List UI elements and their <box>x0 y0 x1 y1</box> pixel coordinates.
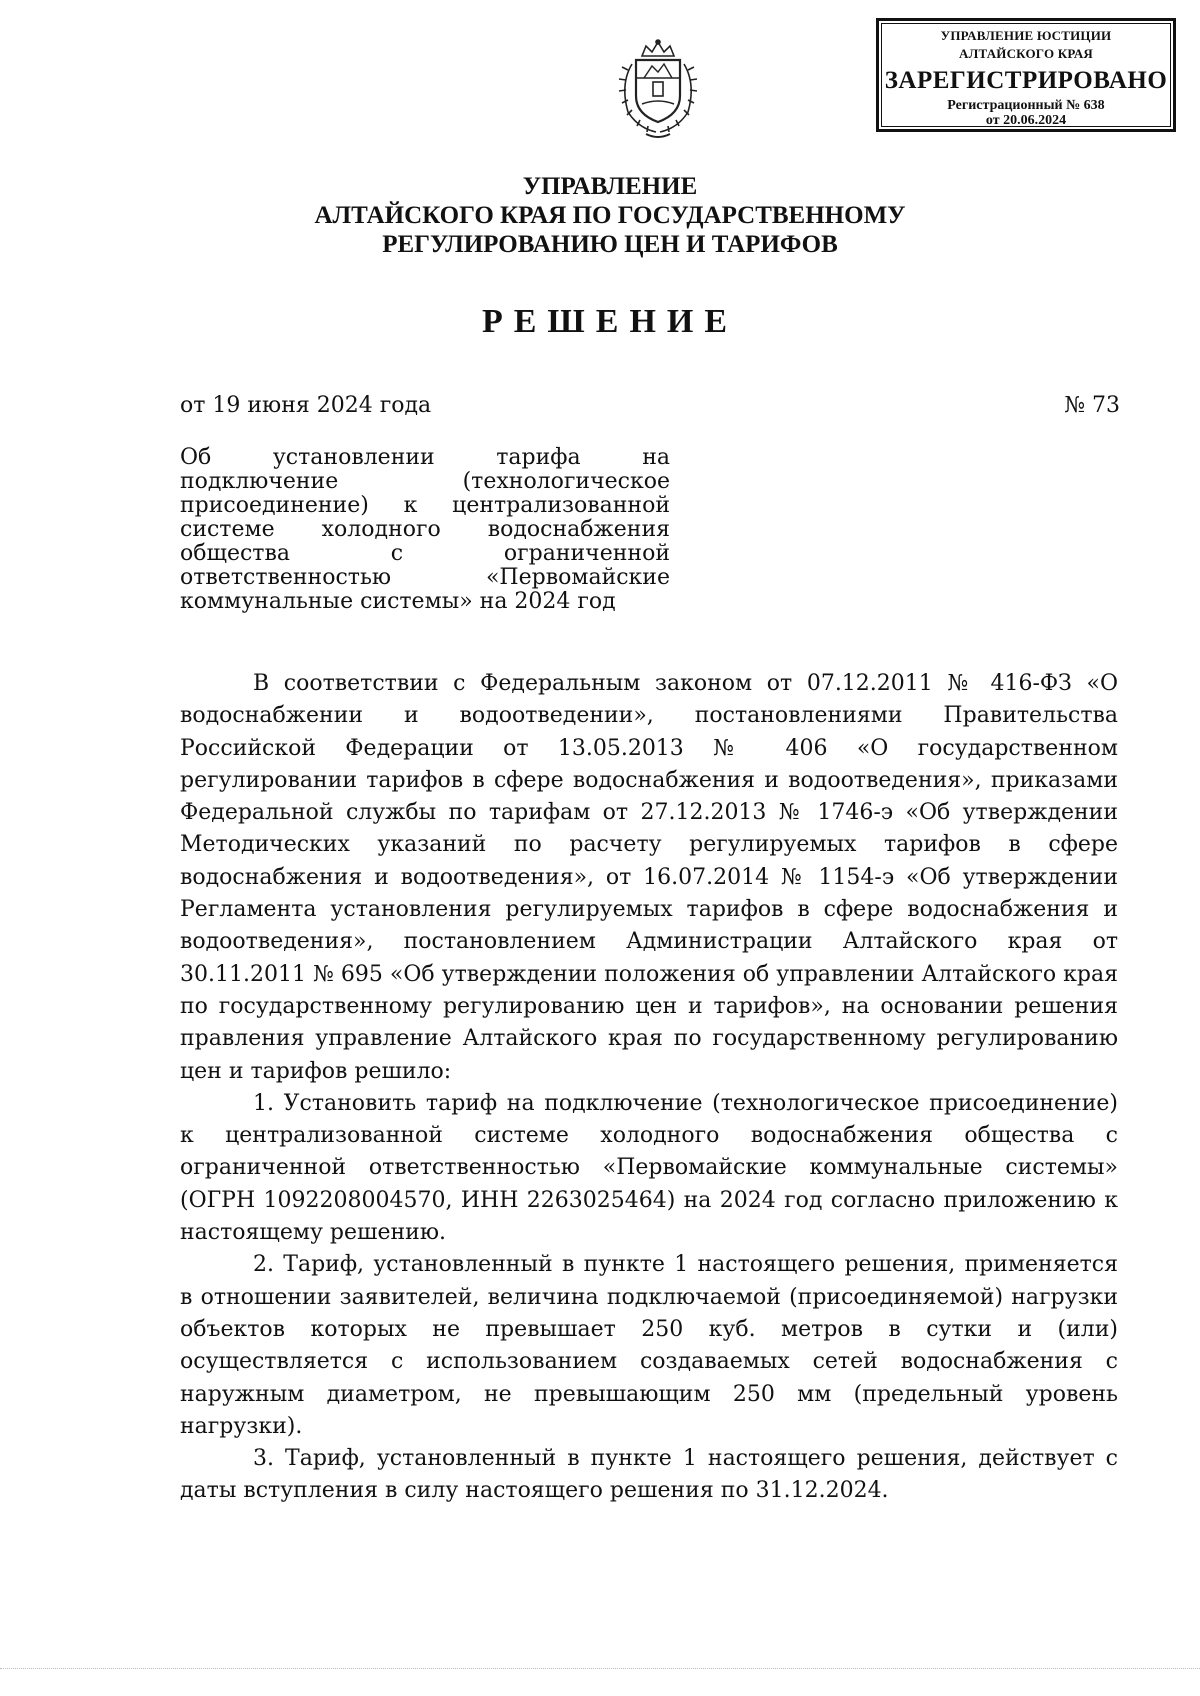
authority-line3: РЕГУЛИРОВАНИЮ ЦЕН И ТАРИФОВ <box>382 231 838 258</box>
issuing-authority <box>240 172 980 259</box>
stamp-org-line2: АЛТАЙСКОГО КРАЯ <box>959 46 1093 61</box>
coat-of-arms-icon <box>598 34 718 144</box>
body-item-1: 1. Установить тариф на подключение (технологическое присоединение) к централизованной системе холодного водоснабжения общества с ограниченной ответственностью «Первомайские коммунальные системы» (ОГРН 1092208004570, ИНН 2263025464) на 2024 год согласно приложению к настоящему решению. <box>180 1090 1118 1246</box>
document-subject: Об установлении тарифа на подключение (технологическое присоединение) к централизованной системе холодного водоснабжения общества с ограниченной ответственностью «Первомайские коммунальные системы» на 2024 год <box>180 445 670 614</box>
stamp-frame <box>881 23 1171 127</box>
scan-edge-artifact <box>0 1668 1200 1671</box>
document-date: от 19 июня 2024 года <box>180 393 432 418</box>
authority-line2: АЛТАЙСКОГО КРАЯ ПО ГОСУДАРСТВЕННОМУ <box>314 202 906 229</box>
body-item-2: 2. Тариф, установленный в пункте 1 настоящего решения, применяется в отношении заявителей, величина подключаемой (присоединяемой) нагрузки объектов которых не превышает 250 куб. метров в сутки и (или) осуществляется с использованием создаваемых сетей водоснабжения с наружным диаметром, не превышающим 250 мм (предельный уровень нагрузки). <box>180 1252 1118 1439</box>
stamp-reg-number: Регистрационный № 638 <box>947 98 1105 113</box>
document-title: РЕШЕНИЕ <box>481 303 739 340</box>
stamp-org-line1: УПРАВЛЕНИЕ ЮСТИЦИИ <box>940 28 1112 43</box>
registration-stamp <box>876 18 1176 132</box>
document-number: № 73 <box>1064 393 1120 418</box>
stamp-status: ЗАРЕГИСТРИРОВАНО <box>884 67 1168 94</box>
body-preamble: В соответствии с Федеральным законом от 07.12.2011 № 416-ФЗ «О водоснабжении и водоотведении», постановлениями Правительства Российской Федерации от 13.05.2013 № 406 «О государственном регулировании тарифов в сфере водоснабжения и водоотведения», приказами Федеральной службы по тарифам от 27.12.2013 № 1746-э «Об утверждении Методических указаний по расчету регулируемых тарифов в сфере водоснабжения и водоотведения», от 16.07.2014 № 1154-э «Об утверждении Регламента установления регулируемых тарифов в сфере водоснабжения и водоотведения», постановлением Администрации Алтайского края от 30.11.2011 № 695 «Об утверждении положения об управлении Алтайского края по государственному регулированию цен и тарифов», на основании решения правления управление Алтайского края по государственному регулированию цен и тарифов решило: <box>180 671 1118 1084</box>
stamp-reg-date: от 20.06.2024 <box>985 113 1067 128</box>
body-item-3: 3. Тариф, установленный в пункте 1 настоящего решения, действует с даты вступления в силу настоящего решения по 31.12.2024. <box>180 1446 1118 1504</box>
document-body <box>180 668 1118 1508</box>
authority-line1: УПРАВЛЕНИЕ <box>522 173 698 200</box>
